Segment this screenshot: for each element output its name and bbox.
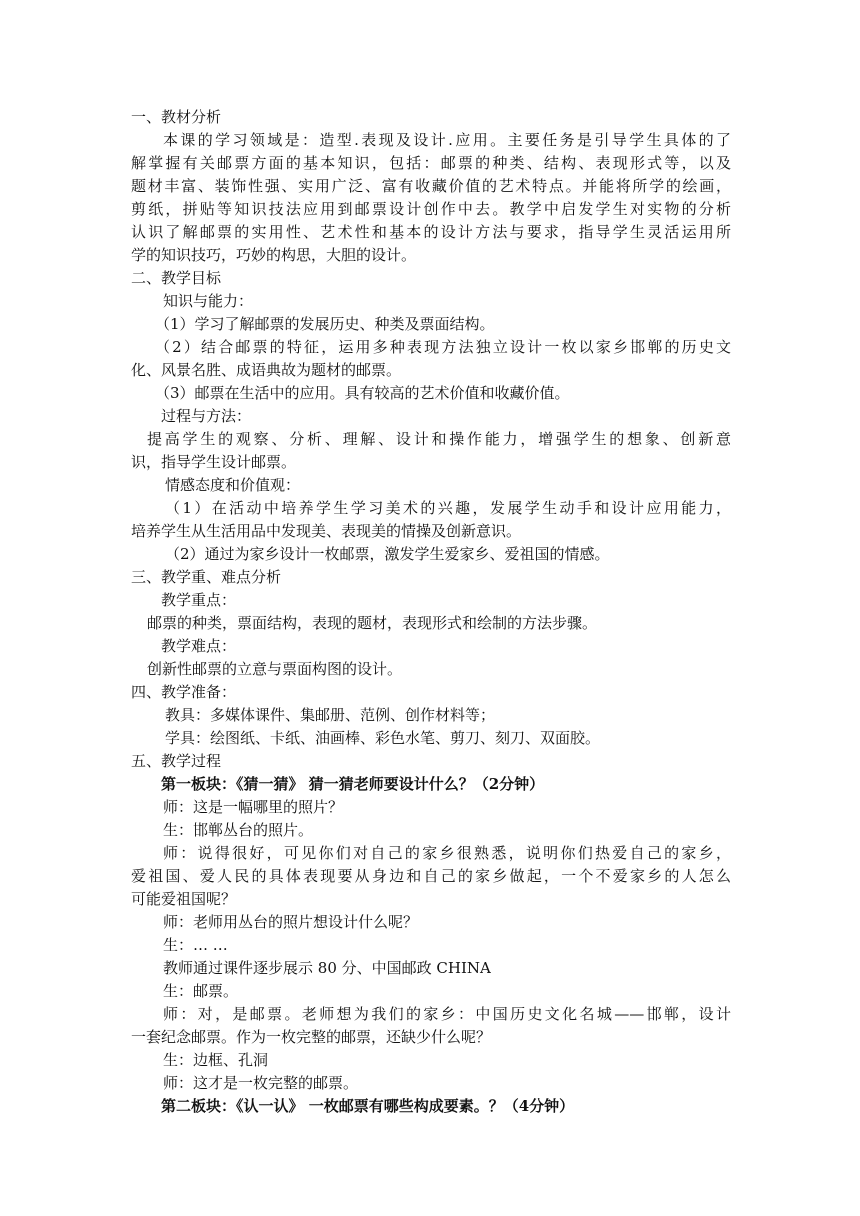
emotion-item-1-line-2: 培养学生从生活用品中发现美、表现美的情操及创新意识。 bbox=[131, 522, 522, 540]
analysis-line-4: 剪纸，拼贴等知识技法应用到邮票设计创作中去。教学中启发学生对实物的分析 bbox=[131, 200, 731, 218]
dialogue-line-7: 生：邮票。 bbox=[163, 982, 239, 1000]
dialogue-line-8a: 师：对，是邮票。老师想为我们的家乡：中国历史文化名城——邯郸，设计 bbox=[163, 1005, 731, 1023]
dialogue-line-3c: 可能爱祖国呢？ bbox=[131, 890, 237, 908]
block-2-heading: 第二板块：《认一认》 一枚邮票有哪些构成要素。？（4分钟） bbox=[161, 1097, 575, 1115]
dialogue-line-3b: 爱祖国、爱人民的具体表现要从身边和自己的家乡做起，一个不爱家乡的人怎么 bbox=[131, 867, 731, 885]
section-1-heading: 一、教材分析 bbox=[131, 108, 222, 126]
process-method-line-2: 识，指导学生设计邮票。 bbox=[131, 453, 297, 471]
focus-text: 邮票的种类，票面结构，表现的题材，表现形式和绘制的方法步骤。 bbox=[147, 614, 598, 632]
dialogue-line-8b: 一套纪念邮票。作为一枚完整的邮票，还缺少什么呢？ bbox=[131, 1028, 492, 1046]
analysis-line-2: 解掌握有关邮票方面的基本知识，包括：邮票的种类、结构、表现形式等，以及 bbox=[131, 154, 731, 172]
knowledge-item-2-line-2: 化、风景名胜、成语典故为题材的邮票。 bbox=[131, 361, 402, 379]
analysis-line-3: 题材丰富、装饰性强、实用广泛、富有收藏价值的艺术特点。并能将所学的绘画， bbox=[131, 177, 731, 195]
dialogue-line-1: 师：这是一幅哪里的照片？ bbox=[163, 798, 344, 816]
analysis-line-6: 学的知识技巧，巧妙的构思，大胆的设计。 bbox=[131, 246, 417, 264]
student-materials: 学具：绘图纸、卡纸、油画棒、彩色水笔、剪刀、刻刀、双面胶。 bbox=[165, 729, 601, 747]
dialogue-line-5: 生：… … bbox=[163, 936, 228, 954]
analysis-line-5: 认识了解邮票的实用性、艺术性和基本的设计方法与要求，指导学生灵活运用所 bbox=[131, 223, 731, 241]
section-5-heading: 五、教学过程 bbox=[131, 752, 222, 770]
dialogue-line-4: 师：老师用丛台的照片想设计什么呢？ bbox=[163, 913, 419, 931]
emotion-item-2: （2）通过为家乡设计一枚邮票，激发学生爱家乡、爱祖国的情感。 bbox=[165, 545, 610, 563]
section-4-heading: 四、教学准备： bbox=[131, 683, 237, 701]
knowledge-item-1: （1）学习了解邮票的发展历史、种类及票面结构。 bbox=[155, 315, 495, 333]
knowledge-item-3: （3）邮票在生活中的应用。具有较高的艺术价值和收藏价值。 bbox=[155, 384, 570, 402]
dialogue-line-9: 生：边框、孔洞 bbox=[163, 1051, 269, 1069]
difficulty-text: 创新性邮票的立意与票面构图的设计。 bbox=[147, 660, 403, 678]
process-method-heading: 过程与方法： bbox=[161, 407, 252, 425]
section-3-heading: 三、教学重、难点分析 bbox=[131, 568, 282, 586]
dialogue-line-6: 教师通过课件逐步展示 80 分、中国邮政 CHINA bbox=[163, 959, 491, 977]
process-method-line-1: 提高学生的观察、分析、理解、设计和操作能力，增强学生的想象、创新意 bbox=[147, 430, 731, 448]
dialogue-line-3a: 师：说得很好，可见你们对自己的家乡很熟悉，说明你们热爱自己的家乡， bbox=[163, 844, 731, 862]
dialogue-line-10: 师：这才是一枚完整的邮票。 bbox=[163, 1074, 359, 1092]
teacher-materials: 教具：多媒体课件、集邮册、范例、创作材料等； bbox=[165, 706, 496, 724]
focus-heading: 教学重点： bbox=[161, 591, 237, 609]
section-2-heading: 二、教学目标 bbox=[131, 269, 222, 287]
knowledge-item-2-line-1: （2）结合邮票的特征，运用多种表现方法独立设计一枚以家乡邯郸的历史文 bbox=[155, 338, 731, 356]
emotion-item-1-line-1: （1）在活动中培养学生学习美术的兴趣，发展学生动手和设计应用能力， bbox=[165, 499, 731, 517]
emotion-heading: 情感态度和价值观： bbox=[165, 476, 301, 494]
block-1-heading: 第一板块：《猜一猜》 猜一猜老师要设计什么？（2分钟） bbox=[161, 775, 545, 793]
dialogue-line-2: 生：邯郸丛台的照片。 bbox=[163, 821, 314, 839]
analysis-line-1: 本课的学习领域是：造型.表现及设计.应用。主要任务是引导学生具体的了 bbox=[163, 131, 731, 149]
difficulty-heading: 教学难点： bbox=[161, 637, 237, 655]
knowledge-heading: 知识与能力： bbox=[163, 292, 254, 310]
